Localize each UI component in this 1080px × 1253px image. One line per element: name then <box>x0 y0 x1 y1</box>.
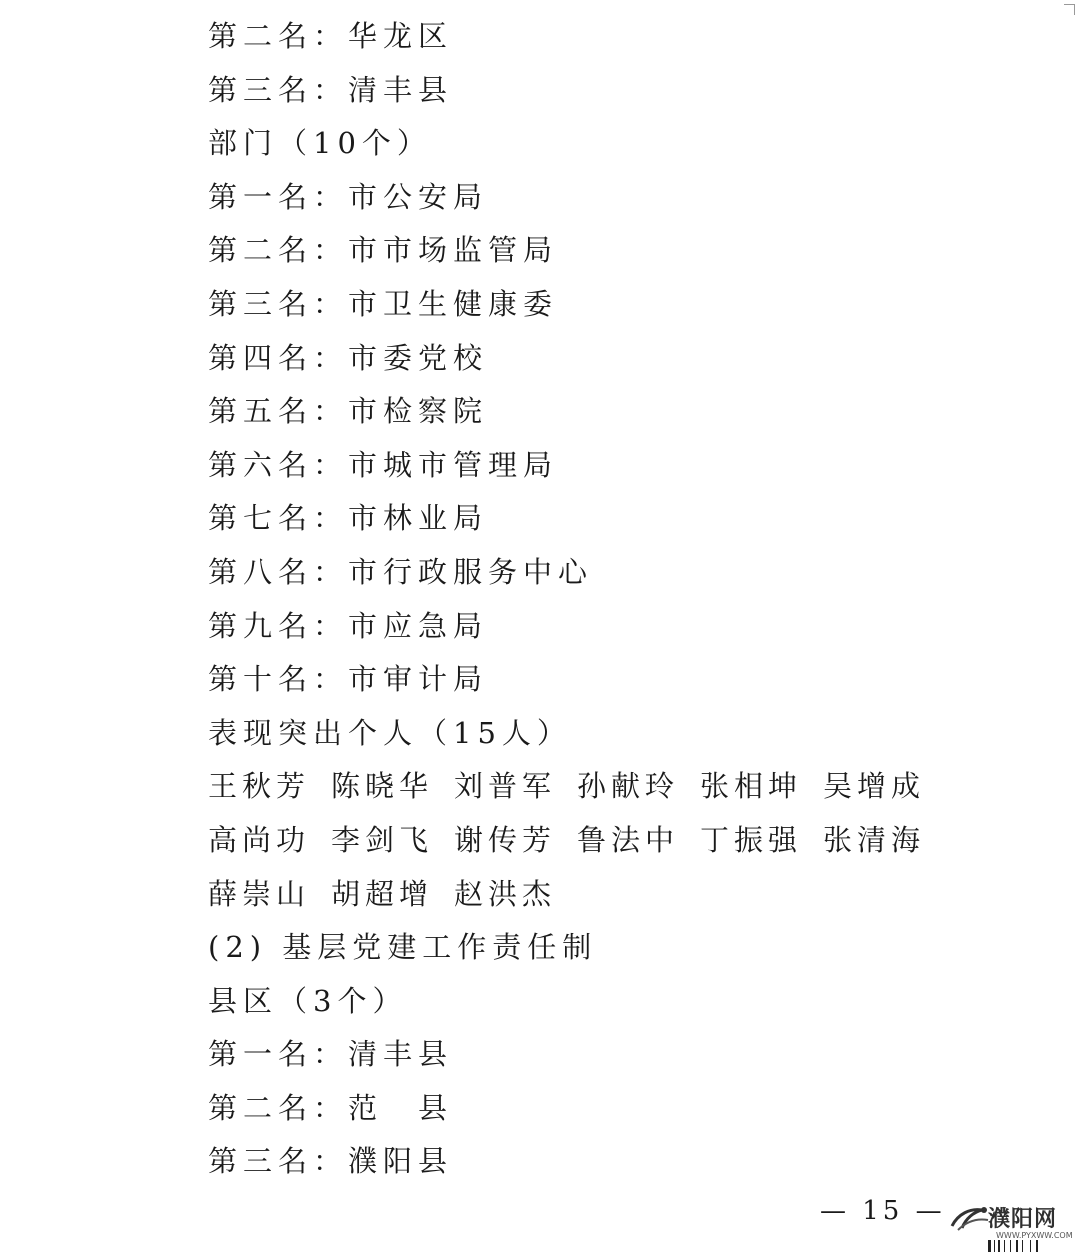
page-number: — 15 — <box>820 1196 946 1226</box>
section-heading-individuals: 表现突出个人（15人） <box>208 715 572 750</box>
person-name: 李剑飞 <box>331 822 434 857</box>
ranking-line: 第八名：市行政服务中心 <box>208 554 594 589</box>
person-name: 吴增成 <box>823 769 926 804</box>
ranking-line: 第一名：清丰县 <box>208 1037 454 1072</box>
individuals-row <box>208 814 968 868</box>
scan-corner-mark <box>1064 4 1075 15</box>
section-heading-counties: 县区（3个） <box>208 983 408 1018</box>
person-name: 丁振强 <box>700 822 803 857</box>
watermark-url: WWW.PYXWW.COM <box>996 1231 1073 1240</box>
person-name: 鲁法中 <box>577 822 680 857</box>
ranking-line: 第二名：华龙区 <box>208 19 454 53</box>
person-name: 孙献玲 <box>577 769 680 804</box>
person-name: 张相坤 <box>700 769 803 804</box>
ranking-line: 第一名：市公安局 <box>208 179 489 214</box>
ranking-line: 第七名：市林业局 <box>208 501 489 536</box>
section-heading-party-building: (2) 基层党建工作责任制 <box>208 930 598 965</box>
barcode-decoration <box>986 1240 1078 1252</box>
ranking-line: 第六名：市城市管理局 <box>208 447 559 482</box>
ranking-line: 第三名：濮阳县 <box>208 1144 454 1179</box>
person-name: 陈晓华 <box>331 769 434 804</box>
ranking-line: 第二名：范 县 <box>208 1090 454 1125</box>
watermark-logo <box>948 1200 1078 1252</box>
individuals-row <box>208 760 968 814</box>
person-name: 薛崇山 <box>208 876 311 911</box>
section-heading-departments: 部门（10个） <box>208 126 432 161</box>
person-name: 王秋芳 <box>208 769 311 804</box>
individuals-row <box>208 868 968 922</box>
ranking-line: 第三名：市卫生健康委 <box>208 286 559 321</box>
ranking-line: 第五名：市检察院 <box>208 394 489 429</box>
ranking-line: 第三名：清丰县 <box>208 72 454 107</box>
ranking-line: 第十名：市审计局 <box>208 662 489 697</box>
person-name: 赵洪杰 <box>454 876 557 911</box>
document-body <box>208 10 968 1189</box>
watermark-text: 濮阳网 <box>988 1207 1058 1232</box>
person-name: 谢传芳 <box>454 822 557 857</box>
ranking-line: 第四名：市委党校 <box>208 340 489 375</box>
person-name: 胡超增 <box>331 876 434 911</box>
person-name: 刘普军 <box>454 769 557 804</box>
ranking-line: 第二名：市市场监管局 <box>208 233 559 268</box>
ranking-line: 第九名：市应急局 <box>208 608 489 643</box>
person-name: 高尚功 <box>208 822 311 857</box>
person-name: 张清海 <box>823 822 926 857</box>
